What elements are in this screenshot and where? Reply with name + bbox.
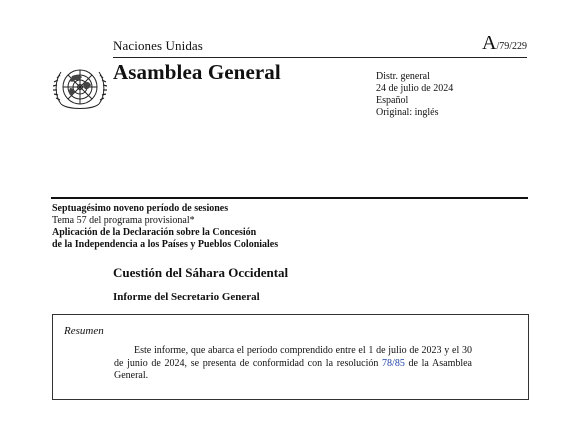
header-divider xyxy=(113,57,527,58)
distribution-type: Distr. general xyxy=(376,71,430,82)
agenda-title-line1: Aplicación de la Declaración sobre la Concesión xyxy=(52,227,257,238)
agenda-title-line2: de la Independencia a los Países y Pueblos Coloniales xyxy=(52,239,279,250)
agenda-item: Tema 57 del programa provisional* xyxy=(52,215,195,226)
document-symbol-number: /79/229 xyxy=(496,41,527,52)
un-emblem-icon xyxy=(52,60,108,112)
organization-name: Naciones Unidas xyxy=(113,38,203,53)
assembly-title: Asamblea General xyxy=(113,60,281,84)
summary-heading: Resumen xyxy=(64,325,104,337)
document-language: Español xyxy=(376,95,409,106)
session-divider xyxy=(51,197,528,199)
resolution-link[interactable]: 78/85 xyxy=(382,357,405,369)
summary-text-before: Este informe, que abarca el período comprendido entre el 1 de julio de 2023 y el 30 de junio de 2024, se presenta de conformidad con la resolución xyxy=(114,345,472,369)
document-subtitle: Informe del Secretario General xyxy=(113,291,260,303)
session-name: Septuagésimo noveno período de sesiones xyxy=(52,203,229,214)
document-title: Cuestión del Sáhara Occidental xyxy=(113,265,289,280)
session-info xyxy=(52,203,278,251)
summary-text xyxy=(114,345,472,383)
original-language: Original: inglés xyxy=(376,107,439,118)
summary-box xyxy=(52,314,529,400)
summary-text-after: de la Asamblea General. xyxy=(114,357,472,381)
document-symbol-letter: A xyxy=(481,32,497,54)
document-symbol xyxy=(482,32,527,55)
distribution-date: 24 de julio de 2024 xyxy=(376,83,454,94)
distribution-info xyxy=(376,71,453,119)
